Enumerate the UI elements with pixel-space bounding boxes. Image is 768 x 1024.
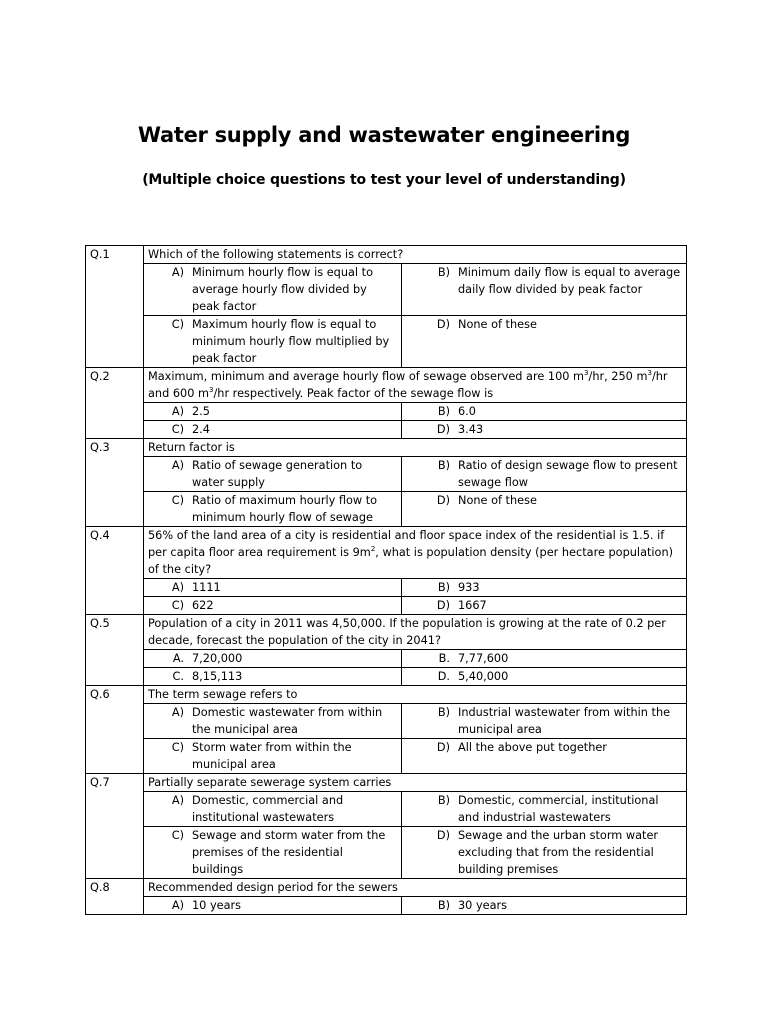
option-label: C)	[171, 829, 184, 842]
option-label: D)	[436, 599, 450, 612]
option-text: Domestic wastewater from within the municipal area	[192, 706, 383, 736]
option-d	[402, 492, 687, 527]
option-c	[144, 597, 402, 615]
options-row	[86, 739, 687, 774]
option-text: 5,40,000	[458, 670, 509, 683]
option-label: D)	[436, 423, 450, 436]
options-row	[86, 827, 687, 879]
option-d	[402, 421, 687, 439]
options-row	[86, 264, 687, 316]
question-number: Q.3	[86, 439, 144, 527]
option-text: All the above put together	[458, 741, 607, 754]
option-b	[402, 403, 687, 421]
option-label: D)	[436, 494, 450, 507]
option-label: B)	[437, 794, 450, 807]
option-label: C)	[171, 494, 184, 507]
option-text: 6.0	[458, 405, 476, 418]
options-row	[86, 579, 687, 597]
question-row	[86, 527, 687, 579]
question-number: Q.6	[86, 686, 144, 774]
option-text: 933	[458, 581, 480, 594]
option-a	[144, 403, 402, 421]
option-d	[402, 668, 687, 686]
option-text: Ratio of sewage generation to water supply	[192, 459, 363, 489]
option-a	[144, 792, 402, 827]
option-b	[402, 897, 687, 915]
option-label: A)	[171, 581, 184, 594]
option-label: C)	[171, 599, 184, 612]
questions-table	[85, 245, 687, 915]
question-text: Population of a city in 2011 was 4,50,000. If the population is growing at the rate of 0.2 per decade, forecast the population of the city in 2041?	[144, 615, 687, 650]
question-text: Partially separate sewerage system carries	[144, 774, 687, 792]
option-label: A)	[171, 706, 184, 719]
options-row	[86, 792, 687, 827]
options-row	[86, 316, 687, 368]
document-subtitle: (Multiple choice questions to test your level of understanding)	[142, 172, 626, 188]
question-text: Recommended design period for the sewers	[144, 879, 687, 897]
option-label: D)	[436, 318, 450, 331]
question-text: Which of the following statements is correct?	[144, 246, 687, 264]
option-b	[402, 264, 687, 316]
option-c	[144, 492, 402, 527]
question-text: Maximum, minimum and average hourly flow of sewage observed are 100 $m^3/hr$, 250 $m^3/hr$ and 600 $m^3/hr$ respectively. Peak factor of the sewage flow is	[144, 368, 687, 403]
option-c	[144, 827, 402, 879]
option-a	[144, 264, 402, 316]
option-text: Sewage and the urban storm water excluding that from the residential building premises	[458, 829, 659, 876]
options-row	[86, 421, 687, 439]
options-row	[86, 704, 687, 739]
option-text: 7,77,600	[458, 652, 509, 665]
option-text: None of these	[458, 494, 537, 507]
option-c	[144, 739, 402, 774]
question-number: Q.8	[86, 879, 144, 915]
option-label: C.	[172, 670, 184, 683]
option-text: 2.4	[192, 423, 210, 436]
option-label: A)	[171, 405, 184, 418]
option-text: Minimum hourly flow is equal to average hourly flow divided by peak factor	[192, 266, 373, 313]
option-d	[402, 597, 687, 615]
option-label: B)	[437, 706, 450, 719]
option-label: A)	[171, 459, 184, 472]
option-text: Maximum hourly flow is equal to minimum hourly flow multiplied by peak factor	[192, 318, 390, 365]
option-text: Ratio of design sewage flow to present sewage flow	[458, 459, 678, 489]
option-d	[402, 827, 687, 879]
option-label: B)	[437, 459, 450, 472]
option-a	[144, 897, 402, 915]
option-label: C)	[171, 318, 184, 331]
option-text: 622	[192, 599, 214, 612]
option-b	[402, 792, 687, 827]
question-row	[86, 439, 687, 457]
option-label: C)	[171, 423, 184, 436]
option-d	[402, 739, 687, 774]
option-label: A.	[172, 652, 184, 665]
option-text: 30 years	[458, 899, 508, 912]
option-label: B)	[437, 266, 450, 279]
option-a	[144, 704, 402, 739]
option-label: D)	[436, 741, 450, 754]
option-label: B)	[437, 899, 450, 912]
question-text: The term sewage refers to	[144, 686, 687, 704]
question-number: Q.2	[86, 368, 144, 439]
options-row	[86, 457, 687, 492]
question-number: Q.4	[86, 527, 144, 615]
option-text: Domestic, commercial, institutional and industrial wastewaters	[458, 794, 659, 824]
option-label: A)	[171, 899, 184, 912]
option-b	[402, 650, 687, 668]
options-row	[86, 597, 687, 615]
options-row	[86, 403, 687, 421]
option-text: 1667	[458, 599, 487, 612]
options-row	[86, 897, 687, 915]
options-row	[86, 650, 687, 668]
option-b	[402, 704, 687, 739]
option-label: A)	[171, 266, 184, 279]
question-text: 56% of the land area of a city is residential and floor space index of the residential is 1.5. if per capita floor area requirement is $9m^2$, what is population density (per hectare population) of the city?	[144, 527, 687, 579]
option-c	[144, 668, 402, 686]
option-text: 10 years	[192, 899, 242, 912]
option-text: 1111	[192, 581, 221, 594]
option-text: 2.5	[192, 405, 210, 418]
option-label: D)	[436, 829, 450, 842]
option-label: C)	[171, 741, 184, 754]
option-text: Ratio of maximum hourly flow to minimum hourly flow of sewage	[192, 494, 378, 524]
option-d	[402, 316, 687, 368]
option-text: None of these	[458, 318, 537, 331]
question-row	[86, 879, 687, 897]
question-row	[86, 246, 687, 264]
option-b	[402, 579, 687, 597]
option-b	[402, 457, 687, 492]
option-a	[144, 579, 402, 597]
question-number: Q.5	[86, 615, 144, 686]
question-text: Return factor is	[144, 439, 687, 457]
option-a	[144, 457, 402, 492]
option-text: 8,15,113	[192, 670, 243, 683]
question-row	[86, 615, 687, 650]
options-row	[86, 668, 687, 686]
option-label: B.	[438, 652, 450, 665]
document-title: Water supply and wastewater engineering	[137, 123, 631, 147]
option-text: 7,20,000	[192, 652, 243, 665]
option-text: Sewage and storm water from the premises of the residential buildings	[192, 829, 386, 876]
question-number: Q.1	[86, 246, 144, 368]
option-label: B)	[437, 581, 450, 594]
question-row	[86, 774, 687, 792]
option-text: Domestic, commercial and institutional wastewaters	[192, 794, 344, 824]
option-text: Storm water from within the municipal area	[192, 741, 352, 771]
question-number: Q.7	[86, 774, 144, 879]
option-c	[144, 421, 402, 439]
option-text: Minimum daily flow is equal to average daily flow divided by peak factor	[458, 266, 681, 296]
options-row	[86, 492, 687, 527]
question-row	[86, 368, 687, 403]
option-label: D.	[437, 670, 450, 683]
option-label: B)	[437, 405, 450, 418]
option-text: Industrial wastewater from within the municipal area	[458, 706, 671, 736]
option-c	[144, 316, 402, 368]
option-a	[144, 650, 402, 668]
option-text: 3.43	[458, 423, 484, 436]
question-row	[86, 686, 687, 704]
option-label: A)	[171, 794, 184, 807]
